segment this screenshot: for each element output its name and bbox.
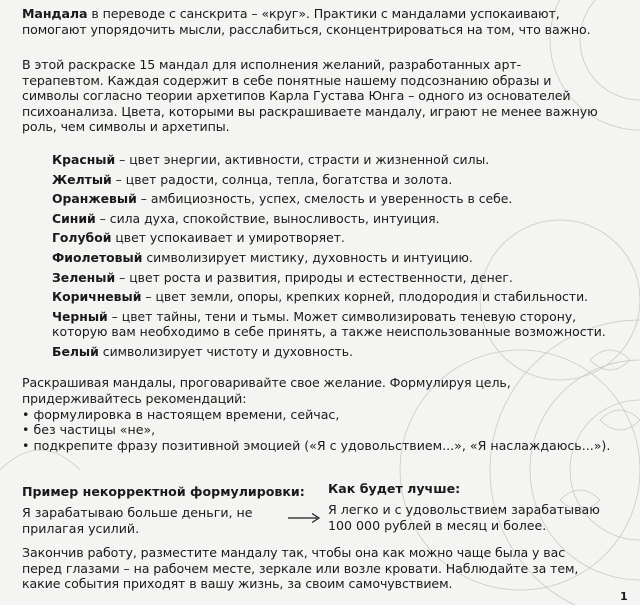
closing-paragraph: Закончив работу, разместите мандалу так, чтобы она как можно чаще была у вас перед глазами – на рабочем месте, зеркале или возле кровати. Наблюдайте за тем, какие события приходят в вашу жизнь, за своим самочувствием. xyxy=(22,545,579,591)
right-example-text: Я легко и с удовольствием зарабатываю 100 000 рублей в месяц и более. xyxy=(328,502,600,533)
color-item-yellow: Желтый – цвет радости, солнца, тепла, богатства и золота. xyxy=(52,171,453,187)
list-item: • без частицы «не», xyxy=(22,422,156,438)
advice-paragraph: Раскрашивая мандалы, проговаривайте свое желание. Формулируя цель, придерживайтесь рекомендаций: xyxy=(22,375,511,406)
color-meanings-list xyxy=(52,150,612,361)
wrong-example-text: Я зарабатываю больше деньги, не прилагая усилий. xyxy=(22,505,253,536)
description-paragraph: В этой раскраске 15 мандал для исполнения желаний, разработанных арт-терапевтом. Каждая содержит в себе понятные нашему подсознанию образы и символы согласно теории архетипов Карла Густава Юнга – одного из основателей психоанализа. Цвета, которыми вы раскрашиваете мандалу, играют не менее важную роль, чем символы и архетипы. xyxy=(22,57,598,134)
recommendation-list xyxy=(22,407,612,453)
color-item-orange: Оранжевый – амбициозность, успех, смелость и уверенность в себе. xyxy=(52,191,513,207)
list-item: • подкрепите фразу позитивной эмоцией («Я с удовольствием...», «Я наслаждаюсь...»). xyxy=(22,437,611,453)
color-item-light-blue: Голубой цвет успокаивает и умиротворяет. xyxy=(52,230,345,246)
color-item-green: Зеленый – цвет роста и развития, природы и естественности, денег. xyxy=(52,269,513,285)
page-number: 1 xyxy=(620,590,628,603)
color-item-black: Черный – цвет тайны, тени и тьмы. Может символизировать теневую сторону, которую вам необходимо в себе принять, а также неиспользованные возможности. xyxy=(52,308,606,340)
list-item: • формулировка в настоящем времени, сейчас, xyxy=(22,407,340,422)
intro-paragraph xyxy=(22,6,600,37)
arrow-right-icon xyxy=(287,512,321,524)
color-item-red: Красный – цвет энергии, активности, страсти и жизненной силы. xyxy=(52,152,490,167)
intro-rest: в переводе с санскрита – «круг». Практики с мандалами успокаивают, помогают упорядочить мысли, расслабиться, сконцентрироваться на том, что важно. xyxy=(22,6,591,37)
color-item-brown: Коричневый – цвет земли, опоры, крепких корней, плодородия и стабильности. xyxy=(52,289,589,305)
wrong-example-heading: Пример некорректной формулировки: xyxy=(22,484,305,499)
color-item-violet: Фиолетовый символизирует мистику, духовность и интуицию. xyxy=(52,249,473,265)
color-item-blue: Синий – сила духа, спокойствие, выносливость, интуиция. xyxy=(52,210,440,226)
right-example-heading: Как будет лучше: xyxy=(328,481,461,496)
color-item-white: Белый символизирует чистоту и духовность. xyxy=(52,343,353,359)
intro-term: Мандала xyxy=(22,6,88,21)
